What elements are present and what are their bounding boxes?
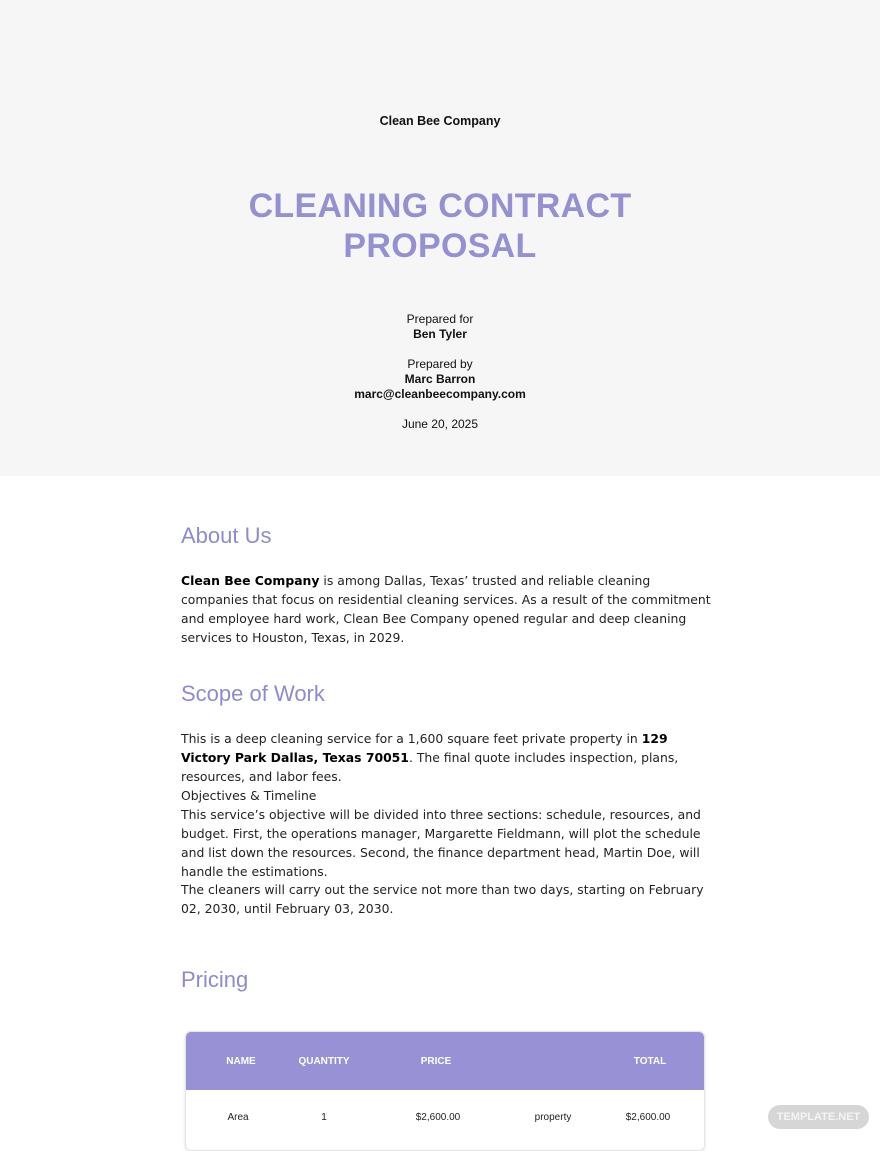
cell-total: $2,600.00 (625, 1112, 671, 1123)
cell-name: Area (227, 1112, 249, 1123)
col-price: PRICE (420, 1056, 452, 1067)
objectives-title: Objectives & Timeline (181, 788, 317, 803)
email: marc@cleanbeecompany.com (354, 387, 526, 401)
address: 129 Victory Park Dallas, Texas 70051 (181, 731, 668, 765)
cell-price: $2,600.00 (415, 1112, 461, 1123)
pricing-table (185, 1031, 705, 1151)
col-quantity: QUANTITY (298, 1056, 350, 1067)
prepared-by-label: Prepared by (407, 357, 473, 371)
title-line-1: CLEANING CONTRACT (248, 187, 632, 225)
table-header (186, 1032, 704, 1090)
prepared-info (0, 312, 880, 402)
prepared-for: Ben Tyler (413, 327, 467, 341)
scope-heading: Scope of Work (181, 681, 325, 706)
date: June 20, 2025 (401, 417, 479, 431)
timeline-text: The cleaners will carry out the service not more than two days, starting on February 02, 2030, until February 03, 2030. (181, 882, 704, 916)
document-title (0, 186, 880, 266)
table-row (186, 1090, 704, 1150)
about-bold: Clean Bee Company (181, 573, 320, 588)
col-total: TOTAL (633, 1056, 667, 1067)
cover-section (0, 0, 880, 476)
objectives-text: This service’s objective will be divided into three sections: schedule, resources, and budget. First, the operations manager, Margarette Fieldmann, will plot the schedule and list down the resources. Second, the finance department head, Martin Doe, will handle the estimations. (181, 807, 701, 879)
about-body: is among Dallas, Texas’ trusted and reliable cleaning companies that focus on residential cleaning services. As a result of the commitment and employee hard work, Clean Bee Company opened regular and deep cleaning services to Houston, Texas, in 2029. (181, 573, 711, 645)
about-text (181, 571, 711, 647)
company-name: Clean Bee Company (379, 114, 501, 128)
cell-quantity: 1 (321, 1112, 327, 1123)
watermark-badge[interactable]: TEMPLATE.NET (768, 1105, 869, 1129)
title-line-2: PROPOSAL (343, 227, 537, 265)
scope-pre: This is a deep cleaning service for a 1,600 square feet private property in (181, 731, 642, 746)
about-heading: About Us (181, 523, 272, 548)
prepared-for-label: Prepared for (406, 312, 474, 326)
prepared-by: Marc Barron (404, 372, 476, 386)
objectives (181, 786, 711, 881)
scope-text (181, 729, 711, 786)
col-name: NAME (226, 1056, 256, 1067)
pricing-heading: Pricing (181, 967, 249, 992)
cell-unit: property (534, 1112, 572, 1123)
scope-post: . The final quote includes inspection, plans, resources, and labor fees. (181, 750, 679, 784)
